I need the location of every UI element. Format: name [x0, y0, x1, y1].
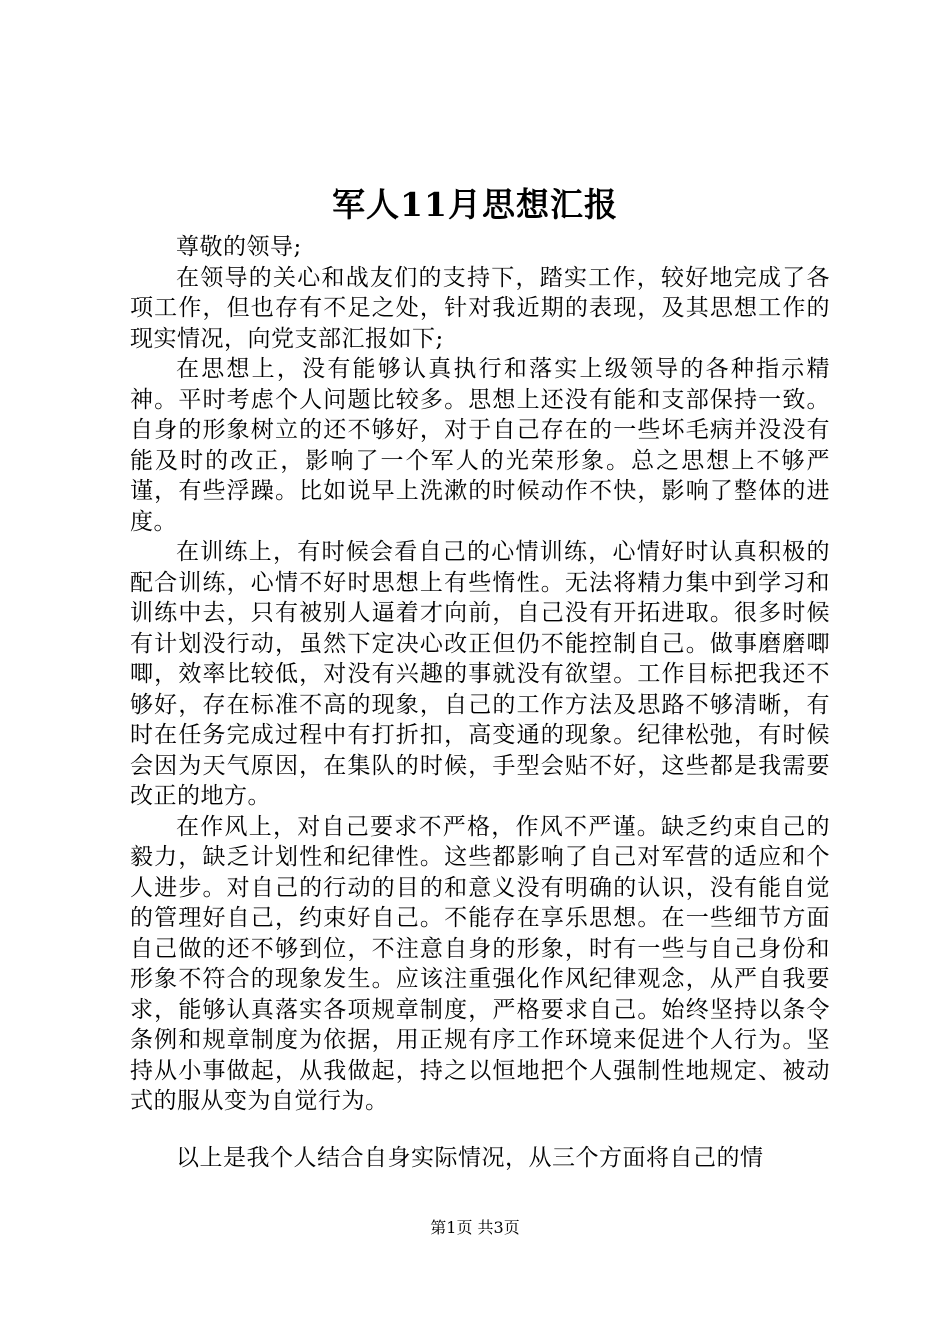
paragraph-style: 在作风上，对自己要求不严格，作风不严谨。缺乏约束自己的毅力，缺乏计划性和纪律性。这些都影响了自己对军营的适应和个人进步。对自己的行动的目的和意义没有明确的认识，没有能自觉的管理好自己，约束好自己。不能存在享乐思想。在一些细节方面自己做的还不够到位，不注意自身的形象，时有一些与自己身份和形象不符合的现象发生。应该注重强化作风纪律观念，从严自我要求，能够认真落实各项规章制度，严格要求自己。始终坚持以条令条例和规章制度为依据，用正规有序工作环境来促进个人行为。坚持从小事做起，从我做起，持之以恒地把个人强制性地规定、被动式的服从变为自觉行为。 [130, 813, 830, 1114]
paragraph-intro: 在领导的关心和战友们的支持下，踏实工作，较好地完成了各项工作，但也存有不足之处，针对我近期的表现，及其思想工作的现实情况，向党支部汇报如下; [130, 264, 830, 352]
paragraph-training: 在训练上，有时候会看自己的心情训练，心情好时认真积极的配合训练，心情不好时思想上有些惰性。无法将精力集中到学习和训练中去，只有被别人逼着才向前，自己没有开拓进取。很多时候有计划没行动，虽然下定决心改正但仍不能控制自己。做事磨磨唧唧，效率比较低，对没有兴趣的事就没有欲望。工作目标把我还不够好，存在标准不高的现象，自己的工作方法及思路不够清晰，有时在任务完成过程中有打折扣，高变通的现象。纪律松弛，有时候会因为天气原因，在集队的时候，手型会贴不好，这些都是我需要改正的地方。 [130, 539, 830, 809]
document-body [130, 232, 830, 1173]
page-number: 第1页 共3页 [430, 1218, 520, 1237]
paragraph-thought: 在思想上，没有能够认真执行和落实上级领导的各种指示精神。平时考虑个人问题比较多。思想上还没有能和支部保持一致。自身的形象树立的还不够好，对于自己存在的一些坏毛病并没没有能及时的改正，影响了一个军人的光荣形象。总之思想上不够严谨，有些浮躁。比如说早上洗漱的时候动作不快，影响了整体的进度。 [130, 356, 830, 535]
paragraph-closing: 以上是我个人结合自身实际情况，从三个方面将自己的情 [176, 1144, 764, 1171]
salutation: 尊敬的领导; [176, 234, 302, 260]
document-title: 军人11月思想汇报 [332, 185, 618, 224]
